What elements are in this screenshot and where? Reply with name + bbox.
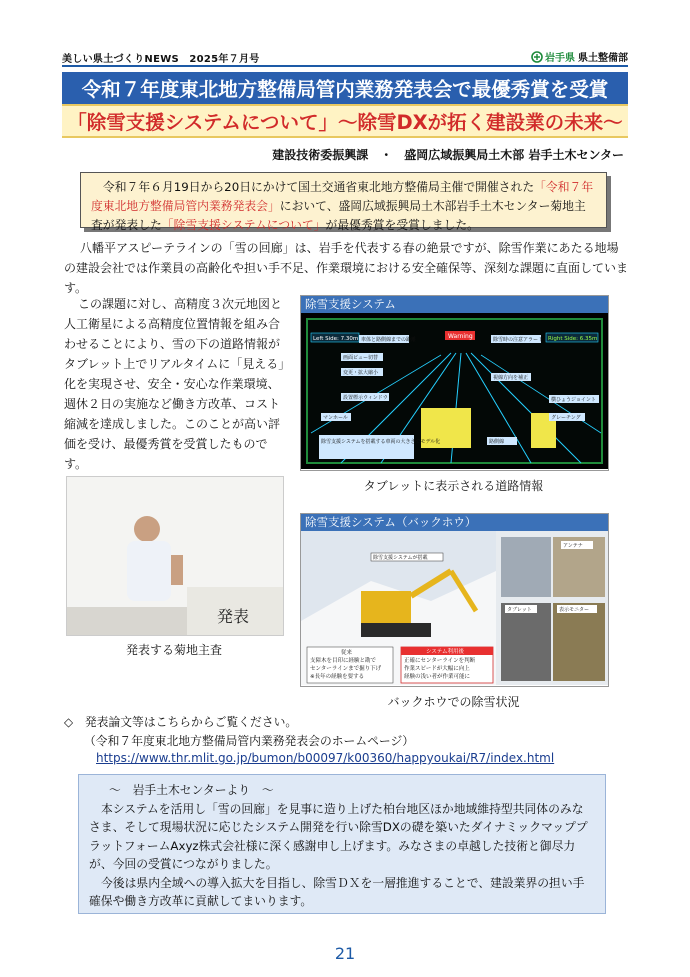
reference-note: （令和７年度東北地方整備局管内業務発表会のホームページ）: [84, 734, 415, 748]
road-info-screen: [301, 313, 608, 469]
backhoe-body: [361, 591, 411, 623]
label-view-correction: 視線方向を補正: [493, 375, 529, 381]
before-line-1: 支障木を目印に経験と勘で: [310, 658, 377, 664]
page-number: 21: [334, 944, 356, 963]
after-title: システム利用後: [426, 649, 464, 655]
right-side-readout: Right Side: 6.35m: [548, 336, 598, 342]
summary-text-3: が最優秀賞を受賞しました。: [325, 218, 479, 232]
article-subtitle: 「除雪支援システムについて」〜除雪DXが拓く建設業の未来〜: [62, 104, 628, 138]
after-line-1: 正確にセンターラインを判断: [404, 658, 476, 664]
label-sign-window: 設置標示ウィンドウ: [343, 395, 388, 401]
label-road-edge: 路側線: [489, 439, 505, 445]
summary-highlight-event: 「令和７年度東北地方整備局管内業務発表会」: [91, 180, 594, 213]
reference-link[interactable]: https://www.thr.mlit.go.jp/bumon/b00097/k00360/happyoukai/R7/index.html: [96, 751, 555, 765]
label-alert: 除雪時の注意アラート: [493, 337, 544, 343]
byline: 建設技術委振興課 ・ 盛岡広域振興局土木部 岩手土木センター: [272, 148, 624, 162]
center-message-heading: 〜 岩手土木センターより 〜: [109, 783, 274, 797]
callout-monitor: 表示モニター: [559, 607, 590, 613]
backhoe-scene: [301, 531, 608, 685]
body-paragraph-1: 八幡平アスピーテラインの「雪の回廊」は、岩手を代表する春の絶景ですが、除雪作業にあたる地場の建設会社では作業員の高齢化や担い手不足、作業環境における安全確保等、深刻な課題に直面しています。: [64, 241, 629, 295]
presenter-photo-illustration: [67, 477, 283, 635]
label-vehicle-model: 除雪支援システムを搭載する車両の大きさでモデル化: [321, 439, 441, 445]
summary-box: [80, 172, 607, 232]
after-line-2: 作業スピードが大幅に向上: [404, 666, 470, 672]
pref-emblem-icon: [531, 51, 543, 63]
backhoe-figure: [300, 513, 609, 687]
newsletter-name: 美しい県土づくりNEWS 2025年７月号: [62, 54, 260, 65]
article-title: 令和７年度東北地方整備局管内業務発表会で最優秀賞を受賞: [62, 72, 628, 104]
before-title: 従来: [341, 650, 353, 656]
summary-text-2: において、盛岡広域振興局土木部岩手土木センター菊地主査が発表した: [91, 199, 586, 232]
left-side-readout: Left Side: 7.30m: [313, 336, 359, 342]
callout-system: 除雪支援システムが搭載: [373, 555, 428, 561]
after-line-3: 経験の浅い者が作業可能に: [404, 674, 471, 680]
center-message-paragraph-1: 本システムを活用し「雪の回廊」を見事に造り上げた柏台地区ほか地域維持型共同体のみなさま、そして現場状況に応じたシステム開発を行い除雪DXの礎を築いたダイナミックマッププラットフォームAxyz株式会社様に深く感謝申し上げます。みなさまの卓越した技術と御尽力が、今回の受賞につながりました。: [89, 801, 588, 871]
callout-antenna: アンテナ: [563, 543, 583, 549]
presenter-photo: [66, 476, 284, 636]
label-joint: 横ひょうジョイント: [551, 397, 596, 403]
center-message-paragraph-2: 今後は県内全域への導入拡大を目指し、除雪ＤＸを一層推進することで、建設業界の担い手確保や働き方改革に貢献してまいります。: [89, 875, 585, 908]
department-name: 県土整備部: [578, 53, 628, 64]
warning-label: Warning: [448, 333, 473, 340]
before-line-2: センターラインまで掘り下げ: [310, 666, 382, 672]
podium-sign: 発表: [217, 607, 250, 626]
summary-text-1: 令和７年６月19日から20日にかけて国土交通省東北地方整備局主催で開催された: [103, 180, 535, 194]
reference-bullet: ◇ 発表論文等はこちらからご覧ください。: [64, 715, 298, 729]
iwate-logo: [531, 49, 575, 64]
label-view-switch: 画面ビュー切替: [343, 355, 379, 361]
header-rule: [62, 65, 628, 67]
center-message-box: [78, 774, 606, 914]
figure2-caption: バックホウでの除雪状況: [387, 695, 520, 709]
body-paragraph-2: この課題に対し、高精度３次元地図と人工衛星による高精度位置情報を組み合わせることにより、雪の下の道路情報がタブレット上でリアルタイムに「見える」化を実現させ、安全・安心な作業環境、週休２日の実施など働き方改革、コスト縮減を達成しました。このことが高い評価を受け、最優秀賞を受賞したものです。: [64, 297, 285, 471]
label-distance: 車体と路側線までの距離: [361, 337, 417, 343]
pref-name: 岩手県: [545, 53, 575, 64]
label-manhole: マンホール: [323, 415, 348, 421]
header-org: [531, 49, 628, 64]
callout-tablet: タブレット: [507, 607, 532, 613]
figure1-heading: 除雪支援システム: [301, 296, 608, 313]
figure2-heading: 除雪支援システム（バックホウ）: [301, 514, 608, 531]
photo-caption: 発表する菊地主査: [125, 643, 222, 657]
snow-support-figure: [300, 295, 609, 471]
before-line-3: ※長年の経験を要する: [310, 674, 365, 680]
label-zoom: 変更・拡大縮小: [343, 370, 379, 376]
summary-highlight-title: 「除雪支援システムについて」: [161, 218, 326, 232]
figure1-caption: タブレットに表示される道路情報: [363, 479, 544, 493]
label-grating: グレーチング: [551, 415, 581, 421]
